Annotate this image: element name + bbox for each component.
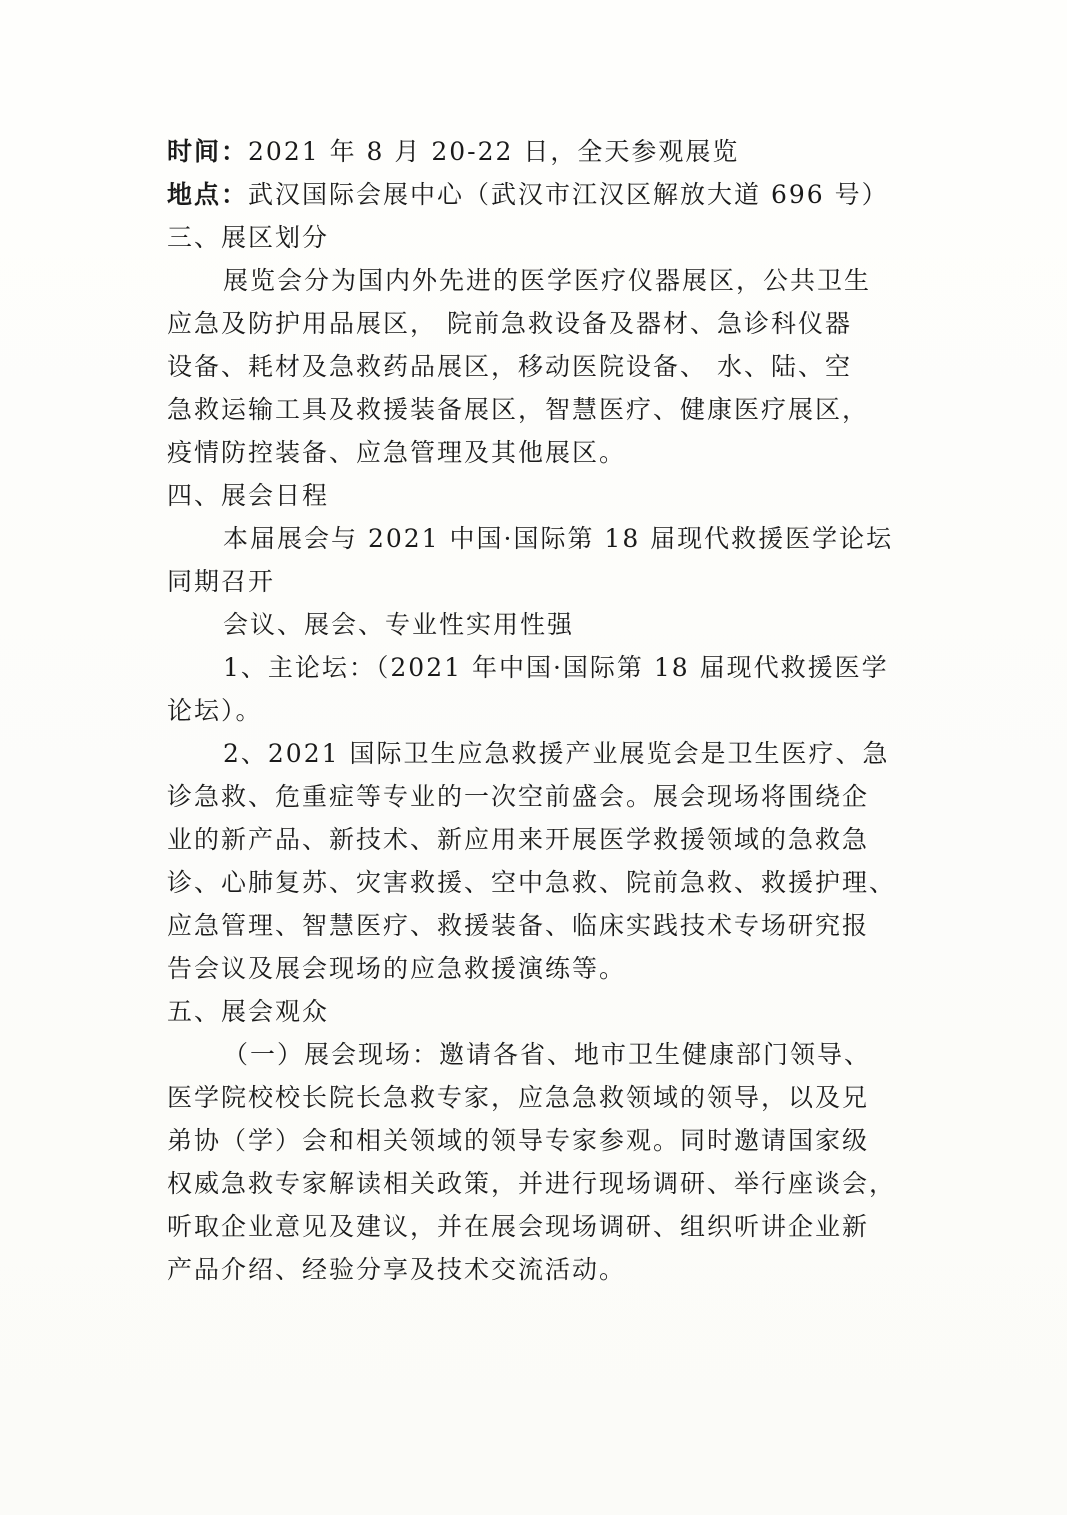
- paragraph-line: 应急及防护用品展区， 院前急救设备及器材、急诊科仪器: [167, 309, 852, 338]
- paragraph-line: 1、主论坛：（2021 年中国·国际第 18 届现代救援医学: [223, 653, 889, 682]
- place-label: 地点：: [167, 180, 249, 209]
- time-value: 2021 年 8 月 20-22 日，全天参观展览: [248, 137, 740, 166]
- paragraph-line: （一）展会现场：邀请各省、地市卫生健康部门领导、: [223, 1040, 872, 1069]
- paragraph-line: 急救运输工具及救援装备展区，智慧医疗、健康医疗展区，: [167, 395, 870, 424]
- paragraph-line: 产品介绍、经验分享及技术交流活动。: [167, 1255, 627, 1284]
- paragraph-line: 弟协（学）会和相关领域的领导专家参观。同时邀请国家级: [167, 1126, 870, 1155]
- time-label: 时间：: [167, 137, 249, 166]
- paragraph-line: 设备、耗材及急救药品展区，移动医院设备、 水、陆、空: [167, 352, 852, 381]
- place-line: [167, 173, 897, 216]
- section-heading-5: 五、展会观众: [167, 997, 330, 1026]
- place-value: 武汉国际会展中心（武汉市江汉区解放大道 696 号）: [248, 180, 889, 209]
- paragraph-line: 论坛）。: [167, 696, 263, 725]
- paragraph-line: 本届展会与 2021 中国·国际第 18 届现代救援医学论坛: [223, 524, 894, 553]
- paragraph-line: 疫情防控装备、应急管理及其他展区。: [167, 438, 627, 467]
- section-subtitle: 会议、展会、专业性实用性强: [223, 610, 575, 639]
- paragraph-line: 应急管理、智慧医疗、救援装备、临床实践技术专场研究报: [167, 911, 870, 940]
- paragraph-line: 诊急救、危重症等专业的一次空前盛会。展会现场将围绕企: [167, 782, 870, 811]
- paragraph-line: 告会议及展会现场的应急救援演练等。: [167, 954, 627, 983]
- paragraph-line: 业的新产品、新技术、新应用来开展医学救援领域的急救急: [167, 825, 870, 854]
- paragraph-line: 同期召开: [167, 567, 276, 596]
- paragraph-line: 医学院校校长院长急救专家，应急急救领域的领导，以及兄: [167, 1083, 870, 1112]
- paragraph-line: 权威急救专家解读相关政策，并进行现场调研、举行座谈会，: [167, 1169, 897, 1198]
- paragraph-line: 诊、心肺复苏、灾害救援、空中急救、院前急救、救援护理、: [167, 868, 897, 897]
- paragraph-line: 展览会分为国内外先进的医学医疗仪器展区，公共卫生: [223, 266, 872, 295]
- document-body: [167, 130, 897, 1291]
- section-heading-3: 三、展区划分: [167, 223, 330, 252]
- paragraph-line: 2、2021 国际卫生应急救援产业展览会是卫生医疗、急: [223, 739, 890, 768]
- time-line: [167, 130, 897, 173]
- paragraph-line: 听取企业意见及建议，并在展会现场调研、组织听讲企业新: [167, 1212, 870, 1241]
- section-heading-4: 四、展会日程: [167, 481, 330, 510]
